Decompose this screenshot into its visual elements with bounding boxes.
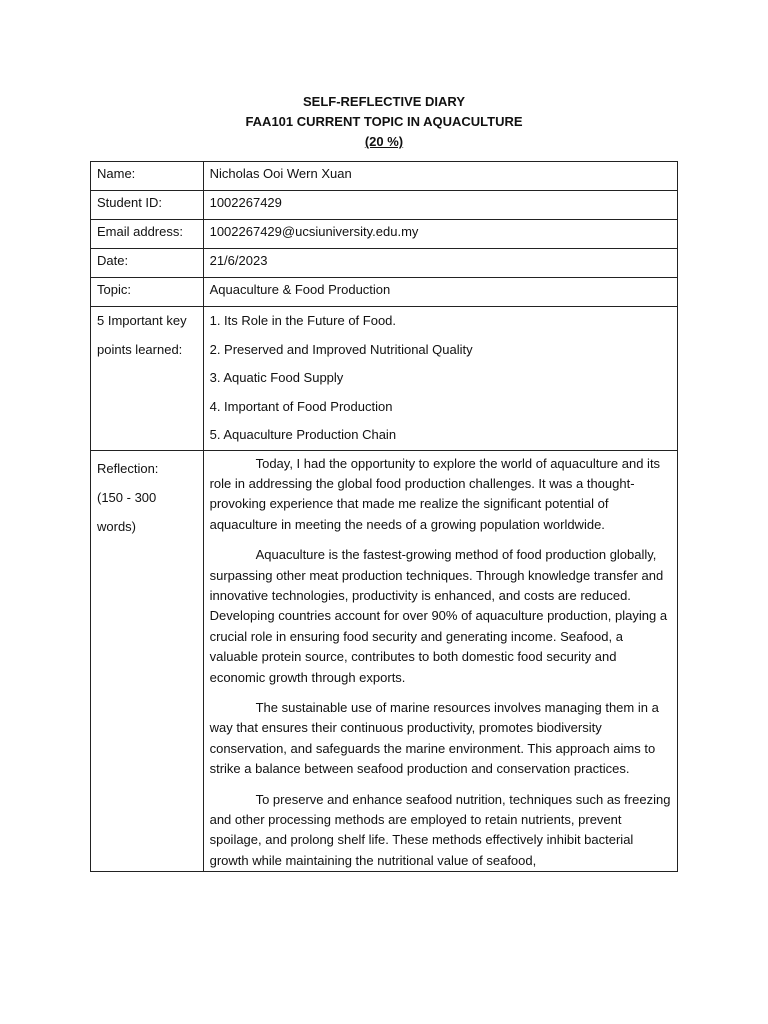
- name-value: Nicholas Ooi Wern Xuan: [203, 162, 677, 191]
- weight-percentage: (20 %): [364, 134, 404, 149]
- key-point-item: 5. Aquaculture Production Chain: [209, 427, 397, 442]
- key-point-item: 3. Aquatic Food Supply: [209, 370, 344, 385]
- reflection-text: [203, 450, 677, 872]
- email-value: 1002267429@ucsiuniversity.edu.my: [203, 220, 677, 249]
- table-row-student-id: [91, 191, 678, 220]
- topic-label: Topic:: [91, 278, 204, 307]
- student-id-label: Student ID:: [91, 191, 204, 220]
- date-value: 21/6/2023: [203, 249, 677, 278]
- table-row-key-points: [91, 307, 678, 451]
- key-points-label: [91, 307, 204, 451]
- table-row-name: [91, 162, 678, 191]
- key-point-item: 1. Its Role in the Future of Food.: [209, 313, 397, 328]
- reflection-label-line: Reflection:: [97, 460, 159, 476]
- key-points-label-line: points learned:: [97, 341, 183, 357]
- table-row-email: [91, 220, 678, 249]
- reflection-paragraph: Today, I had the opportunity to explore the world of aquaculture and its role in addressing the global food production challenges. It was a thought-provoking experience that made me realize the significant potential of aquaculture in meeting the needs of a growing population worldwide.: [209, 455, 661, 532]
- topic-value: Aquaculture & Food Production: [203, 278, 677, 307]
- diary-table: [90, 161, 678, 872]
- key-point-item: 2. Preserved and Improved Nutritional Quality: [209, 341, 473, 357]
- reflection-label-line: (150 - 300: [97, 489, 157, 505]
- student-id-value: 1002267429: [203, 191, 677, 220]
- reflection-paragraph: Aquaculture is the fastest-growing method of food production globally, surpassing other meat production techniques. Through knowledge transfer and innovative technologies, productivity is enhanced, and costs are reduced. Developing countries account for over 90% of aquaculture production, playing a crucial role in ensuring food security and generating income. Seafood, a valuable protein source, contributes to both domestic food security and economic growth through exports.: [209, 547, 668, 685]
- key-points-list: [203, 307, 677, 451]
- reflection-label-line: words): [97, 518, 137, 534]
- key-point-item: 4. Important of Food Production: [209, 398, 393, 414]
- table-row-date: [91, 249, 678, 278]
- date-label: Date:: [91, 249, 204, 278]
- reflection-label: [91, 450, 204, 872]
- name-label: Name:: [91, 162, 204, 191]
- document-header: [0, 92, 768, 152]
- table-row-reflection: [91, 450, 678, 872]
- course-title: FAA101 CURRENT TOPIC IN AQUACULTURE: [245, 114, 523, 129]
- key-points-label-line: 5 Important key: [97, 313, 187, 328]
- document-title: SELF-REFLECTIVE DIARY: [302, 94, 466, 109]
- email-label: Email address:: [91, 220, 204, 249]
- reflection-paragraph: To preserve and enhance seafood nutrition, techniques such as freezing and other processing methods are employed to retain nutrients, prevent spoilage, and prolong shelf life. These methods effectively inhibit bacterial growth while maintaining the nutritional value of seafood,: [209, 791, 671, 868]
- reflection-paragraph: The sustainable use of marine resources involves managing them in a way that ensures their continuous productivity, promotes biodiversity conservation, and safeguards the marine environment. This approach aims to strike a balance between seafood production and conservation practices.: [209, 699, 659, 777]
- table-row-topic: [91, 278, 678, 307]
